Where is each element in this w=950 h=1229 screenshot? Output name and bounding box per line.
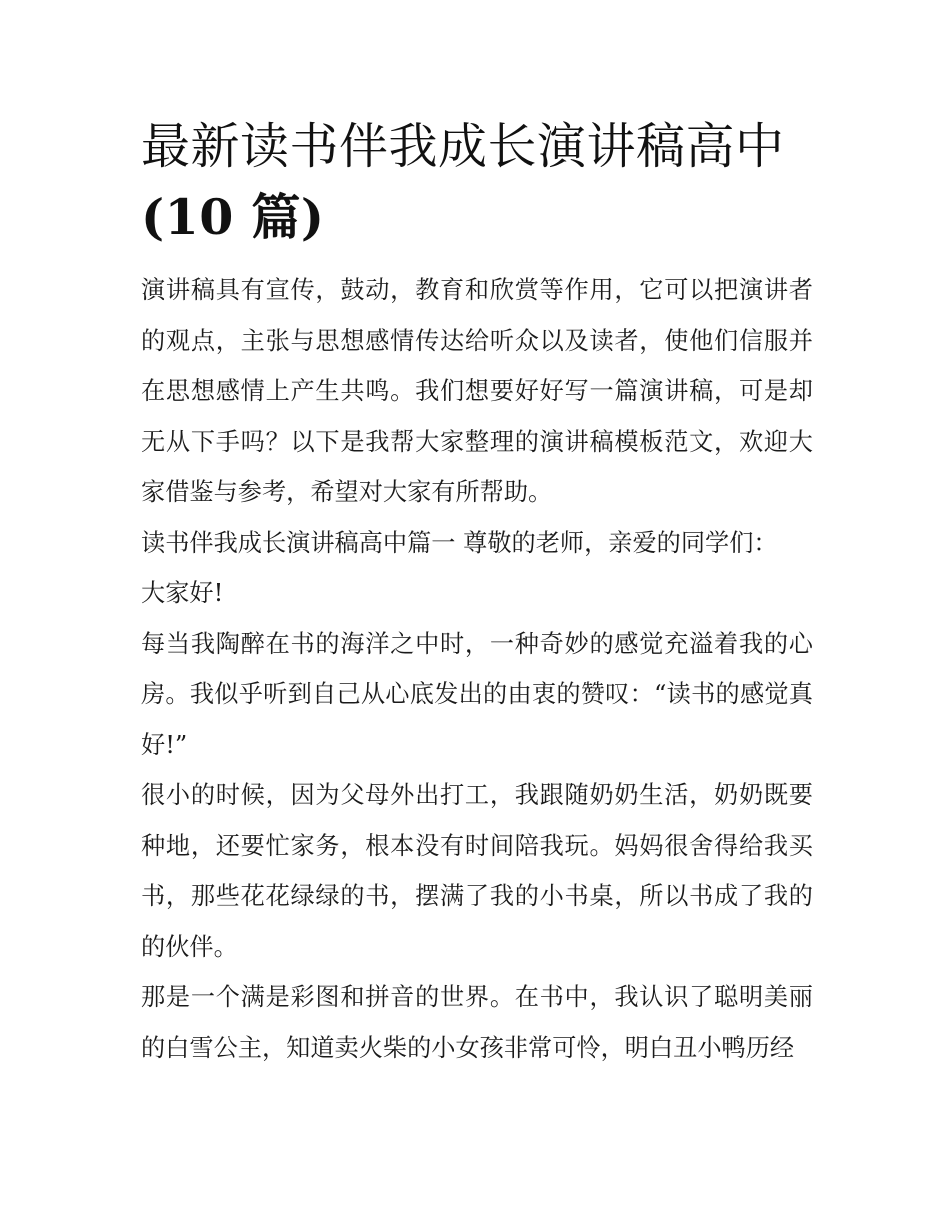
- intro-paragraph: 演讲稿具有宣传，鼓动，教育和欣赏等作用，它可以把演讲者的观点，主张与思想感情传达给听众以及读者，使他们信服并在思想感情上产生共鸣。我们想要好好写一篇演讲稿，可是却无从下手吗？以下是我帮大家整理的演讲稿模板范文，欢迎大家借鉴与参考，希望对大家有所帮助。: [141, 276, 813, 506]
- body-paragraph: 那是一个满是彩图和拼音的世界。在书中，我认识了聪明美丽的白雪公主，知道卖火柴的小女孩非常可怜，明白丑小鸭历经: [141, 983, 813, 1062]
- section-heading-paragraph: 读书伴我成长演讲稿高中篇一 尊敬的老师，亲爱的同学们：: [141, 528, 778, 557]
- body-paragraph: 每当我陶醉在书的海洋之中时，一种奇妙的感觉充溢着我的心房。我似乎听到自己从心底发出的由衷的赞叹：“读书的感觉真好!”: [141, 629, 813, 759]
- title-main: 最新读书伴我成长演讲稿高中: [141, 118, 785, 175]
- greeting-paragraph: 大家好!: [141, 579, 224, 607]
- title-suffix: (10 篇): [141, 188, 325, 246]
- document-body: [141, 112, 813, 1073]
- body-paragraph: 很小的时候，因为父母外出打工，我跟随奶奶生活，奶奶既要种地，还要忙家务，根本没有时间陪我玩。妈妈很舍得给我买书，那些花花绿绿的书，摆满了我的小书桌，所以书成了我的的伙伴。: [141, 781, 813, 961]
- page-title: [141, 112, 813, 252]
